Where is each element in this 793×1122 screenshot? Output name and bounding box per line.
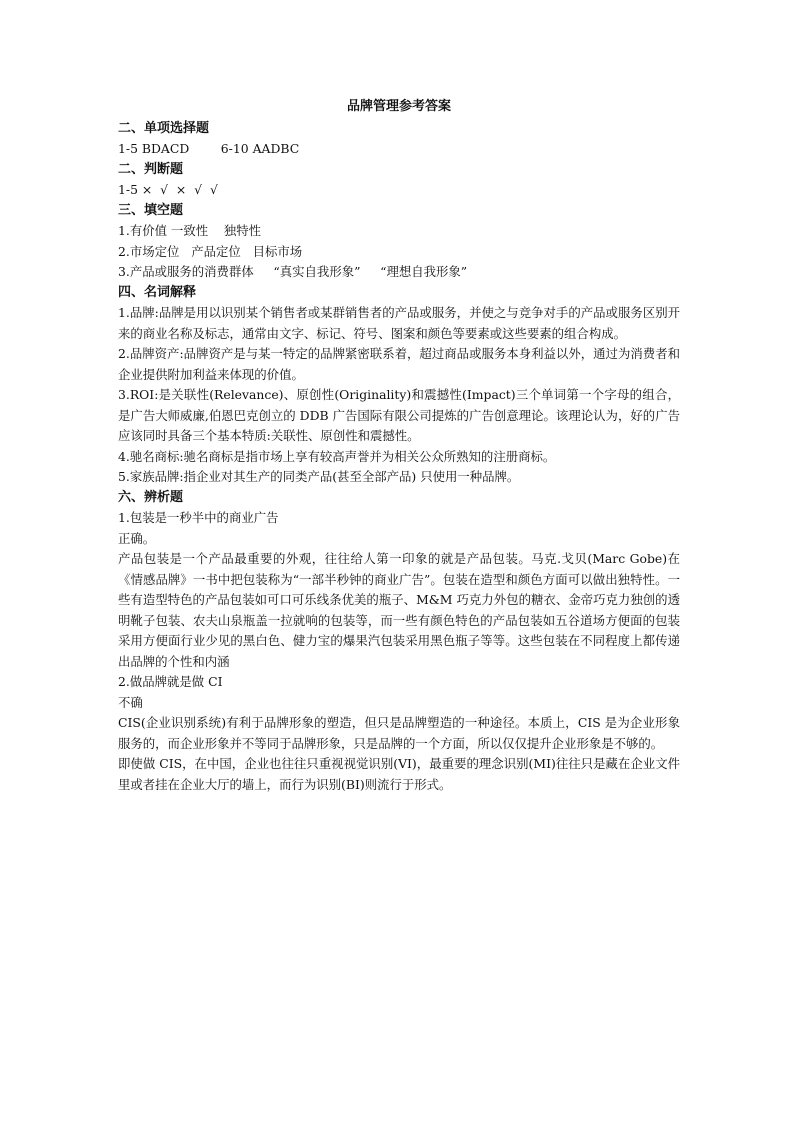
term-definition-2: 2.品牌资产:品牌资产是与某一特定的品牌紧密联系着，超过商品或服务本身利益以外，通过为消费者和企业提供附加利益来体现的价值。: [118, 346, 680, 382]
section-heading-analysis: 六、辨析题: [118, 489, 184, 505]
fill-blank-answer-1: 1.有价值 一致性 独特性: [118, 223, 262, 238]
fill-blank-answer-3: 3.产品或服务的消费群体 “真实自我形象” “理想自我形象”: [118, 264, 468, 279]
term-definition-4: 4.驰名商标:驰名商标是指市场上享有较高声誉并为相关公众所熟知的注册商标。: [118, 448, 556, 464]
fill-blank-answer-2: 2.市场定位 产品定位 目标市场: [118, 243, 303, 259]
analysis-verdict-2: 不确: [118, 694, 143, 710]
section-heading-fill-blank: 三、填空题: [118, 202, 184, 218]
term-definition-5: 5.家族品牌:指企业对其生产的同类产品(甚至全部产品) 只使用一种品牌。: [118, 469, 520, 484]
analysis-verdict-1: 正确。: [118, 530, 156, 546]
section-heading-term-definitions: 四、名词解释: [118, 284, 197, 300]
analysis-paragraph: 产品包装是一个产品最重要的外观，往往给人第一印象的就是产品包装。马克.戈贝(Marc Gobe)在《情感品牌》一书中把包装称为“一部半秒钟的商业广告”。包装在造型和颜色方面可以做出独特性。一些有造型特色的产品包装如可口可乐线条优美的瓶子、M&M 巧克力外包的糖衣、金帝巧克力独创的透明靴子包装、农夫山泉瓶盖一拉就响的包装等，而一些有颜色特色的产品包装如五谷道场方便面的包装采用方便面行业少见的黑白色、健力宝的爆果汽包装采用黑色瓶子等等。这些包装在不同程度上都传递出品牌的个性和内涵: [118, 551, 680, 669]
section-heading-true-false: 二、判断题: [118, 161, 184, 177]
analysis-question-2: 2.做品牌就是做 CI: [118, 674, 223, 689]
document-body: [118, 97, 680, 795]
analysis-question-1: 1.包装是一秒半中的商业广告: [118, 510, 279, 525]
analysis-paragraph: 即使做 CIS，在中国，企业也往往只重视视觉识别(VI)，最重要的理念识别(MI)往往只是藏在企业文件里或者挂在企业大厅的墙上，而行为识别(BI)则流行于形式。: [118, 756, 680, 792]
term-definition-3: 3.ROI:是关联性(Relevance)、原创性(Originality)和震撼性(Impact)三个单词第一个字母的组合，是广告大师威廉,伯恩巴克创立的 DDB 广告国际有限公司提炼的广告创意理论。该理论认为，好的广告应该同时具备三个基本特质:关联性、原创性和震撼性。: [118, 387, 680, 443]
document-title: 品牌管理参考答案: [346, 99, 451, 114]
single-choice-answers: 1-5 BDACD 6-10 AADBC: [118, 141, 300, 156]
analysis-paragraph: CIS(企业识别系统)有利于品牌形象的塑造，但只是品牌塑造的一种途径。本质上，CIS 是为企业形象服务的，而企业形象并不等同于品牌形象，只是品牌的一个方面，所以仅仅提升企业形象是不够的。: [118, 715, 680, 751]
section-heading-single-choice: 二、单项选择题: [118, 120, 210, 136]
true-false-answers: 1-5 × √ × √ √: [118, 182, 218, 197]
term-definition-1: 1.品牌:品牌是用以识别某个销售者或某群销售者的产品或服务，并使之与竞争对手的产品或服务区别开来的商业名称及标志，通常由文字、标记、符号、图案和颜色等要素或这些要素的组合构成。: [118, 305, 680, 341]
